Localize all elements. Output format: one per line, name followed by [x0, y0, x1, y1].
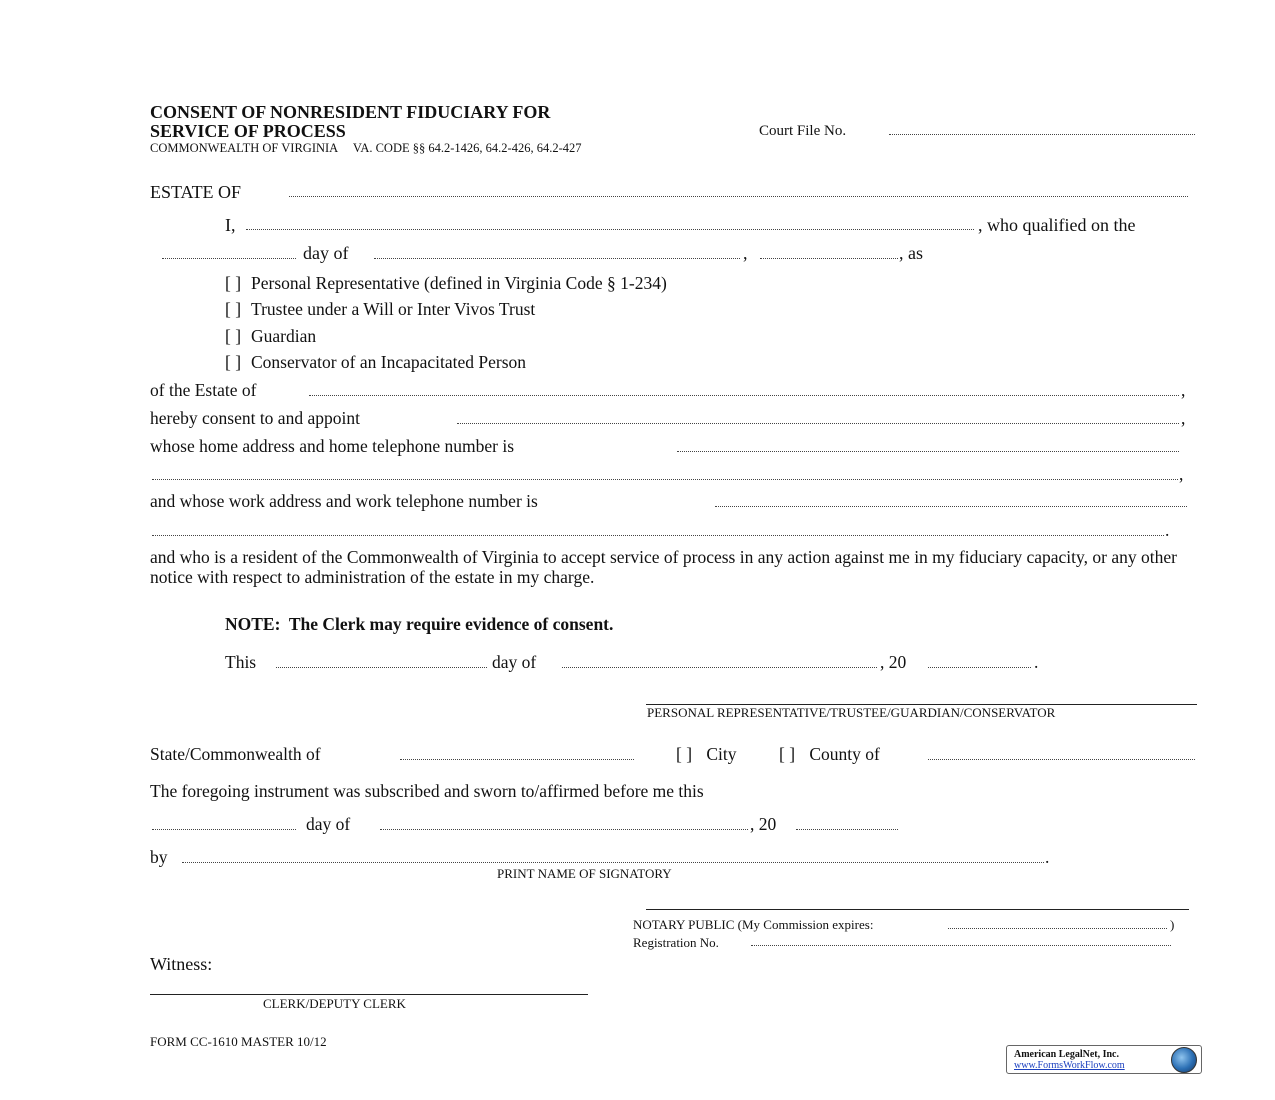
signed-month-field[interactable]	[562, 667, 877, 668]
option-label: Guardian	[251, 326, 317, 346]
logo-name: American LegalNet, Inc.	[1014, 1049, 1119, 1060]
consent-label: hereby consent to and appoint	[150, 408, 360, 428]
logo-url-link[interactable]: www.FormsWorkFlow.com	[1014, 1060, 1125, 1071]
i-label: I,	[225, 215, 236, 235]
by-label: by	[150, 847, 168, 867]
option-conservator[interactable]	[225, 352, 526, 373]
option-trustee[interactable]	[225, 299, 535, 320]
form-title-line1: CONSENT OF NONRESIDENT FIDUCIARY FOR	[150, 102, 551, 122]
work-address-field[interactable]	[715, 506, 1187, 507]
sworn-month-field[interactable]	[380, 829, 748, 830]
sworn-year-label: , 20	[750, 814, 777, 834]
checkbox[interactable]: [ ]	[779, 744, 796, 764]
registration-label: Registration No.	[633, 935, 719, 950]
qualified-comma: ,	[743, 243, 748, 263]
as-label: , as	[899, 243, 923, 263]
option-personal-representative[interactable]	[225, 273, 667, 294]
state-field[interactable]	[400, 759, 634, 760]
signed-day-of-label: day of	[492, 652, 537, 672]
by-period: .	[1045, 847, 1050, 867]
home-address-field-2[interactable]	[152, 479, 1178, 480]
clerk-signature-line[interactable]	[150, 994, 588, 995]
signed-year-label: , 20	[880, 652, 907, 672]
print-name-caption: PRINT NAME OF SIGNATORY	[497, 866, 672, 881]
option-label: Personal Representative (defined in Virginia Code § 1-234)	[251, 273, 667, 293]
qualified-day-of-label: day of	[303, 243, 349, 263]
form-title-line2: SERVICE OF PROCESS	[150, 121, 346, 141]
sworn-year-field[interactable]	[796, 829, 898, 830]
checkbox[interactable]: [ ]	[225, 326, 242, 346]
option-label: Conservator of an Incapacitated Person	[251, 352, 527, 372]
checkbox[interactable]: [ ]	[225, 352, 242, 372]
checkbox[interactable]: [ ]	[225, 273, 242, 293]
work-address-period: .	[1165, 520, 1170, 540]
american-legalnet-logo[interactable]	[1006, 1045, 1202, 1074]
city-label: City	[706, 744, 737, 764]
option-label: Trustee under a Will or Inter Vivos Trust	[251, 299, 536, 319]
qualified-label: , who qualified on the	[978, 215, 1136, 235]
estate-of-field[interactable]	[289, 196, 1188, 197]
checkbox[interactable]: [ ]	[676, 744, 693, 764]
county-option[interactable]	[779, 744, 880, 765]
checkbox[interactable]: [ ]	[225, 299, 242, 319]
fiduciary-signature-caption: PERSONAL REPRESENTATIVE/TRUSTEE/GUARDIAN/CONSERVATOR	[647, 705, 1056, 720]
witness-label: Witness:	[150, 954, 213, 974]
work-address-field-2[interactable]	[152, 535, 1164, 536]
court-file-field[interactable]	[889, 134, 1195, 135]
work-address-label: and whose work address and work telephone number is	[150, 491, 538, 511]
notary-public-label: NOTARY PUBLIC (My Commission expires:	[633, 917, 874, 932]
registration-field[interactable]	[751, 945, 1171, 946]
qualified-month-field[interactable]	[374, 258, 740, 259]
of-estate-label: of the Estate of	[150, 380, 257, 400]
court-file-label: Court File No.	[759, 123, 847, 139]
option-guardian[interactable]	[225, 326, 316, 347]
form-id: FORM CC-1610 MASTER 10/12	[150, 1034, 327, 1049]
globe-icon	[1171, 1047, 1197, 1073]
home-address-label: whose home address and home telephone number is	[150, 436, 515, 456]
county-label: County of	[809, 744, 880, 764]
consent-paragraph: and who is a resident of the Commonwealth of Virginia to accept service of process in any action against me in my fiduciary capacity, or any other notice with respect to administration of the estate in my charge.	[150, 547, 1177, 587]
notary-close-paren: )	[1170, 917, 1175, 932]
signed-year-field[interactable]	[928, 667, 1031, 668]
qualified-day-field[interactable]	[162, 258, 296, 259]
notary-signature-line[interactable]	[646, 909, 1189, 910]
city-option[interactable]	[676, 744, 737, 765]
signed-period: .	[1034, 652, 1039, 672]
sworn-text: The foregoing instrument was subscribed and sworn to/affirmed before me this	[150, 781, 704, 801]
fiduciary-name-field[interactable]	[246, 229, 974, 230]
signatory-name-field[interactable]	[182, 862, 1044, 863]
commission-expires-field[interactable]	[948, 928, 1167, 929]
county-field[interactable]	[928, 759, 1195, 760]
clerk-note: NOTE: The Clerk may require evidence of consent.	[225, 614, 614, 634]
estate-of-label: ESTATE OF	[150, 182, 242, 202]
home-address-field[interactable]	[677, 451, 1179, 452]
of-estate-field[interactable]	[309, 395, 1179, 396]
qualified-year-field[interactable]	[760, 258, 898, 259]
of-estate-comma: ,	[1181, 380, 1186, 400]
clerk-caption: CLERK/DEPUTY CLERK	[263, 996, 406, 1011]
home-address-comma: ,	[1179, 464, 1184, 484]
sworn-day-field[interactable]	[152, 829, 296, 830]
appointee-comma: ,	[1181, 408, 1186, 428]
state-label: State/Commonwealth of	[150, 744, 321, 764]
sworn-day-of-label: day of	[306, 814, 351, 834]
appointee-field[interactable]	[457, 423, 1179, 424]
form-subtitle: COMMONWEALTH OF VIRGINIA VA. CODE §§ 64.2-1426, 64.2-426, 64.2-427	[150, 141, 582, 155]
this-label: This	[225, 652, 257, 672]
signed-day-field[interactable]	[276, 667, 487, 668]
